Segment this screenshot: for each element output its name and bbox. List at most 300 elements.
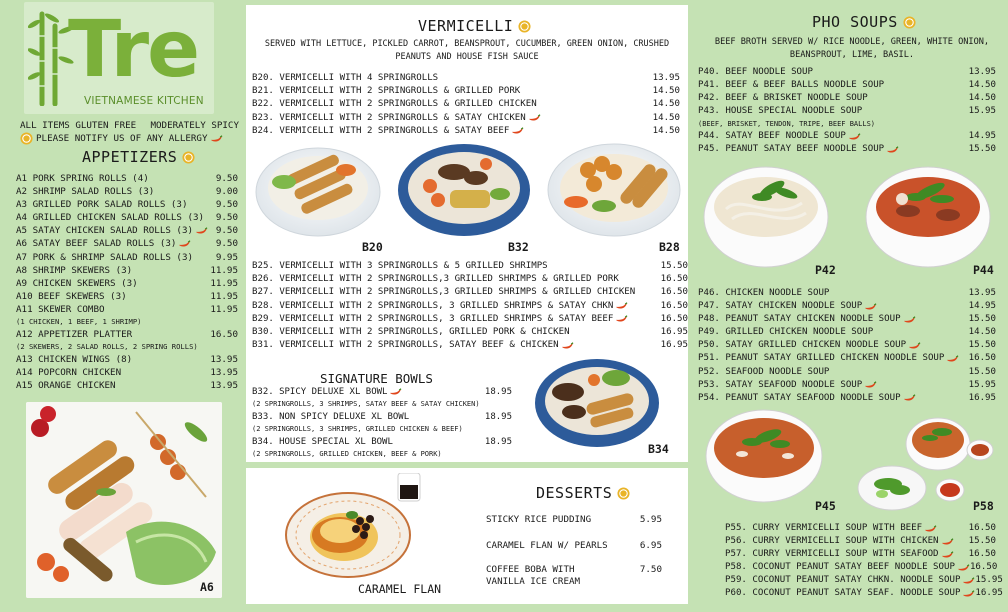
menu-item-price: 16.95 bbox=[660, 340, 688, 351]
menu-item-name-text: A4 GRILLED CHICKEN SALAD ROLLS (3) bbox=[16, 212, 205, 224]
menu-item-price: 16.50 bbox=[969, 562, 998, 573]
menu-item bbox=[698, 352, 996, 365]
menu-item-name-text: A15 ORANGE CHICKEN bbox=[16, 380, 116, 392]
menu-item-note: (BEEF, BRISKET, TENDON, TRIPE, BEEF BALLS) bbox=[698, 120, 876, 129]
menu-item bbox=[698, 143, 996, 156]
menu-item bbox=[252, 386, 512, 398]
chili-pepper-icon bbox=[962, 577, 975, 585]
menu-item-name bbox=[252, 326, 570, 339]
menu-item bbox=[16, 224, 238, 237]
menu-item-name-text: A6 SATAY BEEF SALAD ROLLS (3) bbox=[16, 238, 177, 250]
menu-item bbox=[252, 125, 680, 138]
appetizers-title bbox=[82, 148, 195, 166]
menu-item-name bbox=[698, 392, 916, 405]
menu-item bbox=[725, 535, 996, 548]
menu-item-price: 15.50 bbox=[968, 536, 996, 547]
menu-item-name-text: A13 CHICKEN WINGS (8) bbox=[16, 354, 133, 366]
vermicelli-panel bbox=[246, 5, 688, 462]
menu-item-price: 15.95 bbox=[968, 106, 996, 117]
menu-item-name-text: P52. SEAFOOD NOODLE SOUP bbox=[698, 366, 830, 377]
chili-pepper-icon bbox=[848, 133, 861, 141]
menu-item-name-text: P47. SATAY CHICKEN NOODLE SOUP bbox=[698, 301, 863, 312]
menu-item-name bbox=[16, 237, 191, 250]
chili-pepper-icon bbox=[903, 394, 916, 402]
bowl-b28-image bbox=[548, 144, 680, 236]
menu-item bbox=[16, 290, 238, 303]
menu-item-name bbox=[698, 326, 873, 339]
bowl-p58-image bbox=[858, 418, 993, 510]
caramel-flan-caption: CARAMEL FLAN bbox=[358, 582, 442, 596]
menu-item bbox=[252, 286, 688, 299]
menu-item-name bbox=[16, 328, 132, 341]
dessert-name: COFFEE BOBA WITH VANILLA ICE CREAM bbox=[486, 564, 581, 587]
menu-item-note: (2 SPRINGROLLS, 3 SHRIMPS, SATAY BEEF & SATAY CHICKEN) bbox=[252, 400, 480, 409]
menu-item-name bbox=[252, 436, 393, 448]
menu-item bbox=[16, 353, 238, 366]
menu-item bbox=[725, 561, 996, 574]
menu-item-name-text: P57. CURRY VERMICELLI SOUP WITH SEAFOOD bbox=[725, 549, 939, 560]
chili-pepper-icon bbox=[903, 316, 916, 324]
menu-item-name-text: P58. COCONUT PEANUT SATAY BEEF NOODLE SOUP bbox=[725, 562, 955, 573]
menu-item-price: 16.95 bbox=[975, 588, 1003, 599]
vermicelli-description: SERVED WITH LETTUCE, PICKLED CARROT, BEANSPROUT, CUCUMBER, GREEN ONION, CRUSHED PEANUTS AND HOUSE FISH SAUCE bbox=[264, 39, 670, 62]
menu-item-price: 16.50 bbox=[660, 287, 688, 298]
menu-item-name bbox=[252, 125, 524, 138]
menu-item-name-text: B33. NON SPICY DELUXE XL BOWL bbox=[252, 411, 410, 422]
menu-item-price: 9.50 bbox=[215, 212, 238, 224]
dessert-item bbox=[486, 540, 662, 552]
menu-item-name bbox=[16, 251, 193, 264]
gluten-free-badge-icon bbox=[518, 20, 531, 33]
menu-item-name bbox=[698, 66, 813, 79]
menu-item bbox=[725, 522, 996, 535]
menu-item-note: (1 CHICKEN, 1 BEEF, 1 SHRIMP) bbox=[16, 317, 142, 327]
menu-item-name bbox=[698, 92, 868, 105]
menu-item-name bbox=[725, 535, 954, 548]
photo-label-p45: P45 bbox=[815, 499, 836, 513]
menu-item-note: (2 SPRINGROLLS, GRILLED CHICKEN, BEEF & PORK) bbox=[252, 449, 442, 458]
chili-pepper-icon bbox=[864, 303, 877, 311]
menu-item-name-text: A5 SATAY CHICKEN SALAD ROLLS (3) bbox=[16, 225, 194, 237]
bowl-b20-image bbox=[256, 148, 380, 236]
menu-item-name bbox=[16, 198, 187, 211]
signature-bowls-title: SIGNATURE BOWLS bbox=[320, 371, 433, 386]
menu-item-price: 15.50 bbox=[968, 340, 996, 351]
menu-item-name bbox=[698, 105, 862, 118]
signature-bowls-list bbox=[252, 386, 512, 460]
menu-item-price: 16.95 bbox=[968, 392, 996, 403]
dessert-price: 7.50 bbox=[639, 564, 662, 575]
menu-item bbox=[16, 366, 238, 379]
menu-item-name-text: P42. BEEF & BRISKET NOODLE SOUP bbox=[698, 93, 868, 104]
menu-item bbox=[252, 411, 512, 423]
menu-item-name bbox=[16, 172, 149, 185]
menu-item-price: 13.95 bbox=[210, 367, 238, 379]
menu-item-name bbox=[16, 303, 105, 316]
menu-item-price: 16.50 bbox=[968, 549, 996, 560]
menu-item-name-text: P60. COCONUT PEANUT SATAY SEAF. NOODLE SOUP bbox=[725, 588, 961, 599]
chili-pepper-icon bbox=[941, 551, 954, 559]
menu-item-price: 14.95 bbox=[968, 131, 996, 142]
caramel-flan-image bbox=[284, 473, 424, 579]
menu-item-name bbox=[698, 366, 829, 379]
menu-item-name-text: P40. BEEF NOODLE SOUP bbox=[698, 67, 813, 77]
menu-item-name bbox=[252, 98, 537, 111]
menu-item-name bbox=[16, 290, 127, 303]
menu-item-name bbox=[698, 79, 884, 92]
menu-item bbox=[698, 313, 996, 326]
menu-item bbox=[698, 379, 996, 392]
menu-item bbox=[252, 85, 680, 98]
vermicelli-title bbox=[418, 17, 531, 35]
menu-item-name bbox=[725, 574, 975, 587]
menu-item-price: 14.50 bbox=[968, 80, 996, 91]
menu-item-name-text: A12 APPETIZER PLATTER bbox=[16, 329, 133, 341]
chili-pepper-icon bbox=[178, 240, 191, 248]
logo-wordmark: Tre bbox=[68, 5, 199, 95]
menu-item-name-text: B25. VERMICELLI WITH 3 SPRINGROLLS & 5 GRILLED SHRIMPS bbox=[252, 261, 548, 271]
menu-item-name-text: P53. SATAY SEAFOOD NOODLE SOUP bbox=[698, 379, 863, 390]
menu-item-price: 14.50 bbox=[968, 93, 996, 104]
bowl-p42-image bbox=[704, 167, 828, 267]
vermicelli-photos bbox=[254, 142, 684, 260]
photo-label-p58: P58 bbox=[973, 499, 994, 513]
chili-pepper-icon bbox=[528, 114, 541, 122]
left-column bbox=[0, 0, 245, 612]
pho-photos-top bbox=[702, 163, 1002, 275]
dessert-name: STICKY RICE PUDDING bbox=[486, 514, 592, 525]
menu-item-name bbox=[725, 561, 970, 574]
menu-item-name-text: P51. PEANUT SATAY GRILLED CHICKEN NOODLE SOUP bbox=[698, 353, 945, 364]
menu-item-name bbox=[698, 143, 899, 156]
menu-item-price: 9.50 bbox=[215, 199, 238, 211]
menu-item bbox=[698, 287, 996, 300]
vermicelli-list-top bbox=[252, 72, 680, 138]
menu-item-price: 15.50 bbox=[968, 366, 996, 377]
chili-pepper-icon bbox=[561, 342, 574, 350]
menu-item-price: 11.95 bbox=[210, 264, 238, 276]
logo-subtitle: VIETNAMESE KITCHEN bbox=[84, 95, 204, 107]
menu-item-name bbox=[698, 313, 916, 326]
menu-item-price: 14.50 bbox=[968, 327, 996, 338]
menu-item-name-text: P59. COCONUT PEANUT SATAY CHKN. NOODLE SOUP bbox=[725, 575, 961, 586]
menu-item-price: 14.50 bbox=[652, 86, 680, 97]
menu-item bbox=[16, 185, 238, 198]
menu-item-name bbox=[698, 339, 921, 352]
menu-item-name bbox=[698, 352, 959, 365]
menu-item-name-text: B29. VERMICELLI WITH 2 SPRINGROLLS, 3 GRILLED SHRIMPS & SATAY BEEF bbox=[252, 313, 614, 324]
chili-pepper-icon bbox=[864, 381, 877, 389]
spicy-legend: MODERATELY SPICY bbox=[150, 120, 239, 131]
menu-item-price: 14.50 bbox=[652, 112, 680, 123]
menu-item-price: 11.95 bbox=[210, 277, 238, 289]
menu-item-name bbox=[252, 411, 409, 423]
menu-item-name bbox=[698, 300, 877, 313]
menu-item-name-text: P44. SATAY BEEF NOODLE SOUP bbox=[698, 131, 846, 142]
menu-item-name-text: B26. VERMICELLI WITH 2 SPRINGROLLS,3 GRILLED SHRIMPS & GRILLED PORK bbox=[252, 274, 619, 285]
pho-list-beef bbox=[698, 66, 996, 157]
bowl-b32-image bbox=[398, 144, 530, 236]
menu-item-name-text: B22. VERMICELLI WITH 2 SPRINGROLLS & GRILLED CHICKEN bbox=[252, 99, 537, 110]
chili-pepper-icon bbox=[210, 135, 223, 143]
menu-item-name bbox=[16, 379, 116, 392]
menu-item-name bbox=[252, 72, 438, 85]
menu-item-price: 11.95 bbox=[210, 290, 238, 302]
menu-item-name-text: P54. PEANUT SATAY SEAFOOD NOODLE SOUP bbox=[698, 392, 901, 403]
menu-item-name bbox=[725, 587, 975, 600]
menu-item-name-text: P56. CURRY VERMICELLI SOUP WITH CHICKEN bbox=[725, 536, 939, 547]
pho-title bbox=[812, 13, 916, 31]
menu-item bbox=[252, 112, 680, 125]
gluten-free-badge-icon bbox=[617, 487, 630, 500]
menu-item bbox=[16, 379, 238, 392]
menu-item bbox=[252, 339, 688, 352]
chili-pepper-icon bbox=[924, 525, 937, 533]
menu-item-name bbox=[16, 185, 154, 198]
menu-item bbox=[16, 237, 238, 250]
menu-item bbox=[698, 366, 996, 379]
menu-item-note: (2 SKEWERS, 2 SALAD ROLLS, 2 SPRING ROLLS) bbox=[16, 342, 198, 352]
desserts-title-text: DESSERTS bbox=[536, 484, 613, 502]
menu-item-name-text: P46. CHICKEN NOODLE SOUP bbox=[698, 288, 830, 298]
appetizer-photo bbox=[26, 402, 222, 598]
allergy-note: PLEASE NOTIFY US OF ANY ALLERGY bbox=[36, 133, 208, 144]
menu-item-name-text: A9 CHICKEN SKEWERS (3) bbox=[16, 277, 138, 289]
menu-item-name-text: P55. CURRY VERMICELLI SOUP WITH BEEF bbox=[725, 523, 923, 533]
appetizers-title-text: APPETIZERS bbox=[82, 148, 178, 166]
chili-pepper-icon bbox=[389, 388, 402, 396]
menu-item-name bbox=[252, 339, 574, 352]
menu-item-name-text: B28. VERMICELLI WITH 2 SPRINGROLLS, 3 GRILLED SHRIMPS & SATAY CHKN bbox=[252, 300, 614, 311]
menu-item-name bbox=[16, 224, 208, 237]
menu-item-name-text: B21. VERMICELLI WITH 2 SPRINGROLLS & GRILLED PORK bbox=[252, 86, 521, 97]
menu-item bbox=[252, 72, 680, 85]
menu-item-price: 9.50 bbox=[215, 173, 238, 184]
bowl-p44-image bbox=[866, 167, 990, 267]
menu-item-price: 16.95 bbox=[660, 326, 688, 337]
menu-item-name-text: A11 SKEWER COMBO bbox=[16, 303, 105, 315]
menu-item-name-text: P48. PEANUT SATAY CHICKEN NOODLE SOUP bbox=[698, 314, 901, 325]
menu-item-name bbox=[252, 386, 402, 398]
menu-item bbox=[16, 211, 238, 224]
menu-item-price: 9.50 bbox=[215, 238, 238, 250]
menu-item bbox=[252, 436, 512, 448]
menu-item-name bbox=[252, 313, 628, 326]
menu-item-name bbox=[16, 366, 121, 379]
chili-pepper-icon bbox=[941, 538, 954, 546]
menu-item-price: 16.50 bbox=[660, 274, 688, 285]
menu-item-price: 15.50 bbox=[660, 261, 688, 271]
menu-item-name-text: A3 GRILLED PORK SALAD ROLLS (3) bbox=[16, 199, 188, 211]
menu-item bbox=[252, 98, 680, 111]
menu-item-price: 15.95 bbox=[968, 379, 996, 390]
menu-item-price: 13.95 bbox=[968, 288, 996, 298]
desserts-title bbox=[536, 484, 630, 502]
dietary-notice bbox=[20, 119, 245, 145]
desserts-panel bbox=[246, 468, 688, 604]
gluten-free-badge-icon bbox=[903, 16, 916, 29]
menu-item-name-text: A10 BEEF SKEWERS (3) bbox=[16, 290, 127, 302]
menu-item bbox=[698, 130, 996, 143]
menu-item bbox=[16, 198, 238, 211]
right-column bbox=[694, 0, 1008, 612]
menu-item bbox=[16, 172, 238, 185]
menu-item-price: 15.95 bbox=[975, 575, 1003, 586]
menu-item-name bbox=[252, 260, 548, 273]
menu-item-name-text: B34. HOUSE SPECIAL XL BOWL bbox=[252, 436, 393, 447]
menu-item-price: 9.95 bbox=[215, 251, 238, 263]
pho-photos-bottom bbox=[702, 406, 1002, 516]
menu-item bbox=[698, 66, 996, 79]
menu-item-name bbox=[16, 264, 132, 277]
menu-item bbox=[698, 300, 996, 313]
menu-item bbox=[725, 587, 1003, 600]
menu-item bbox=[698, 326, 996, 339]
photo-label-p42: P42 bbox=[815, 263, 836, 277]
menu-item bbox=[252, 300, 688, 313]
menu-item-price: 16.50 bbox=[660, 313, 688, 324]
chili-pepper-icon bbox=[615, 315, 628, 323]
menu-item bbox=[16, 251, 238, 264]
menu-item-name-text: P41. BEEF & BEEF BALLS NOODLE SOUP bbox=[698, 80, 885, 91]
menu-item-name bbox=[725, 522, 937, 535]
menu-item-name-text: P50. SATAY GRILLED CHICKEN NOODLE SOUP bbox=[698, 340, 907, 351]
dessert-item bbox=[486, 514, 662, 526]
menu-item-name-text: B24. VERMICELLI WITH 2 SPRINGROLLS & SATAY BEEF bbox=[252, 125, 510, 136]
menu-item-name-text: B27. VERMICELLI WITH 2 SPRINGROLLS,3 GRILLED SHRIMPS & GRILLED CHICKEN bbox=[252, 287, 636, 298]
menu-item-price: 13.95 bbox=[210, 380, 238, 392]
menu-item bbox=[252, 326, 688, 339]
menu-item-name-text: P45. PEANUT SATAY BEEF NOODLE SOUP bbox=[698, 144, 885, 155]
chili-pepper-icon bbox=[908, 342, 921, 350]
dessert-name: CARAMEL FLAN W/ PEARLS bbox=[486, 540, 608, 551]
menu-item bbox=[725, 574, 1003, 587]
menu-item-name-text: A1 PORK SPRING ROLLS (4) bbox=[16, 173, 149, 184]
menu-item-price: 18.95 bbox=[484, 436, 512, 447]
menu-item-name-text: B30. VERMICELLI WITH 2 SPRINGROLLS, GRILLED PORK & CHICKEN bbox=[252, 326, 570, 337]
pho-title-text: PHO SOUPS bbox=[812, 13, 898, 31]
dessert-price: 5.95 bbox=[639, 514, 662, 525]
pho-description: BEEF BROTH SERVED W/ RICE NOODLE, GREEN, WHITE ONION, BEANSPROUT, LIME, BASIL. bbox=[714, 37, 990, 60]
photo-label-b34: B34 bbox=[648, 442, 669, 456]
menu-item-price: 13.95 bbox=[210, 354, 238, 366]
dessert-item bbox=[486, 564, 662, 588]
gluten-free-note: ALL ITEMS GLUTEN FREE bbox=[20, 120, 137, 131]
menu-item bbox=[725, 548, 996, 561]
menu-item-price: 14.50 bbox=[652, 99, 680, 110]
menu-item-name bbox=[698, 130, 861, 143]
pho-list-curry-coconut bbox=[725, 522, 1003, 601]
menu-item bbox=[698, 92, 996, 105]
menu-item bbox=[16, 328, 238, 341]
menu-item-name-text: B20. VERMICELLI WITH 4 SPRINGROLLS bbox=[252, 73, 439, 83]
menu-item-name bbox=[16, 211, 204, 224]
menu-item bbox=[698, 105, 996, 118]
menu-item-name-text: B32. SPICY DELUXE XL BOWL bbox=[252, 387, 388, 397]
menu-item-name bbox=[252, 300, 628, 313]
photo-label-b20: B20 bbox=[362, 240, 383, 254]
menu-item-name bbox=[725, 548, 954, 561]
chili-pepper-icon bbox=[962, 590, 975, 598]
dessert-price: 6.95 bbox=[639, 540, 662, 551]
bowl-b34-image bbox=[534, 358, 660, 448]
menu-item-name bbox=[252, 85, 520, 98]
menu-item-name-text: A2 SHRIMP SALAD ROLLS (3) bbox=[16, 186, 155, 198]
photo-label-b28: B28 bbox=[659, 240, 680, 254]
menu-item-name bbox=[16, 353, 132, 366]
bowl-p45-image bbox=[706, 410, 822, 502]
menu-item bbox=[698, 392, 996, 405]
menu-item-price: 9.00 bbox=[215, 186, 238, 198]
menu-item-name-text: B23. VERMICELLI WITH 2 SPRINGROLLS & SATAY CHICKEN bbox=[252, 112, 526, 123]
menu-item-name-text: A8 SHRIMP SKEWERS (3) bbox=[16, 264, 133, 276]
gluten-free-badge-icon bbox=[182, 151, 195, 164]
photo-label-b32: B32 bbox=[508, 240, 529, 254]
gluten-free-badge-icon bbox=[20, 132, 33, 145]
brand-logo bbox=[24, 2, 214, 114]
chili-pepper-icon bbox=[511, 127, 524, 135]
pho-list-chicken-seafood bbox=[698, 287, 996, 405]
menu-item-price: 16.50 bbox=[968, 353, 996, 364]
menu-item bbox=[16, 277, 238, 290]
menu-item-price: 16.50 bbox=[210, 329, 238, 341]
chili-pepper-icon bbox=[946, 355, 959, 363]
menu-item-price: 14.95 bbox=[968, 301, 996, 312]
appetizers-list bbox=[16, 172, 238, 392]
menu-item-price: 11.95 bbox=[210, 303, 238, 315]
chili-pepper-icon bbox=[615, 302, 628, 310]
menu-item bbox=[252, 313, 688, 326]
menu-item bbox=[698, 339, 996, 352]
menu-item-name bbox=[698, 379, 877, 392]
chili-pepper-icon bbox=[195, 227, 208, 235]
photo-label-p44: P44 bbox=[973, 263, 994, 277]
menu-item-price: 18.95 bbox=[484, 411, 512, 422]
menu-item bbox=[16, 264, 238, 277]
vermicelli-list-bottom bbox=[252, 260, 688, 352]
menu-item-price: 18.95 bbox=[484, 387, 512, 397]
menu-item-note: (2 SPRINGROLLS, 3 SHRIMPS, GRILLED CHICKEN & BEEF) bbox=[252, 425, 463, 434]
menu-item-name-text: A7 PORK & SHRIMP SALAD ROLLS (3) bbox=[16, 251, 194, 263]
menu-item-price: 13.95 bbox=[968, 67, 996, 77]
menu-item bbox=[252, 260, 688, 273]
menu-item bbox=[16, 303, 238, 316]
menu-item-price: 15.50 bbox=[968, 144, 996, 155]
menu-item-name bbox=[252, 273, 619, 286]
menu-item-name bbox=[698, 287, 829, 300]
chili-pepper-icon bbox=[886, 146, 899, 154]
menu-item-price: 16.50 bbox=[968, 523, 996, 533]
menu-item-price: 9.50 bbox=[215, 225, 238, 237]
menu-item-name bbox=[16, 277, 138, 290]
menu-item-price: 13.95 bbox=[652, 73, 680, 83]
menu-item bbox=[698, 79, 996, 92]
menu-item-name-text: P43. HOUSE SPECIAL NOODLE SOUP bbox=[698, 106, 863, 117]
menu-item-price: 16.50 bbox=[660, 300, 688, 311]
menu-item-name bbox=[252, 286, 635, 299]
menu-item-name-text: A14 POPCORN CHICKEN bbox=[16, 367, 122, 379]
menu-item-price: 14.50 bbox=[652, 125, 680, 136]
menu-item-name-text: P49. GRILLED CHICKEN NOODLE SOUP bbox=[698, 327, 874, 338]
vermicelli-title-text: VERMICELLI bbox=[418, 17, 514, 35]
chili-pepper-icon bbox=[957, 564, 970, 572]
menu-item-name bbox=[252, 112, 541, 125]
photo-label-a6: A6 bbox=[200, 580, 214, 594]
menu-item-price: 15.50 bbox=[968, 314, 996, 325]
spring-rolls-illustration bbox=[26, 402, 222, 598]
menu-item bbox=[252, 273, 688, 286]
menu-item-name-text: B31. VERMICELLI WITH 2 SPRINGROLLS, SATAY BEEF & CHICKEN bbox=[252, 340, 559, 351]
